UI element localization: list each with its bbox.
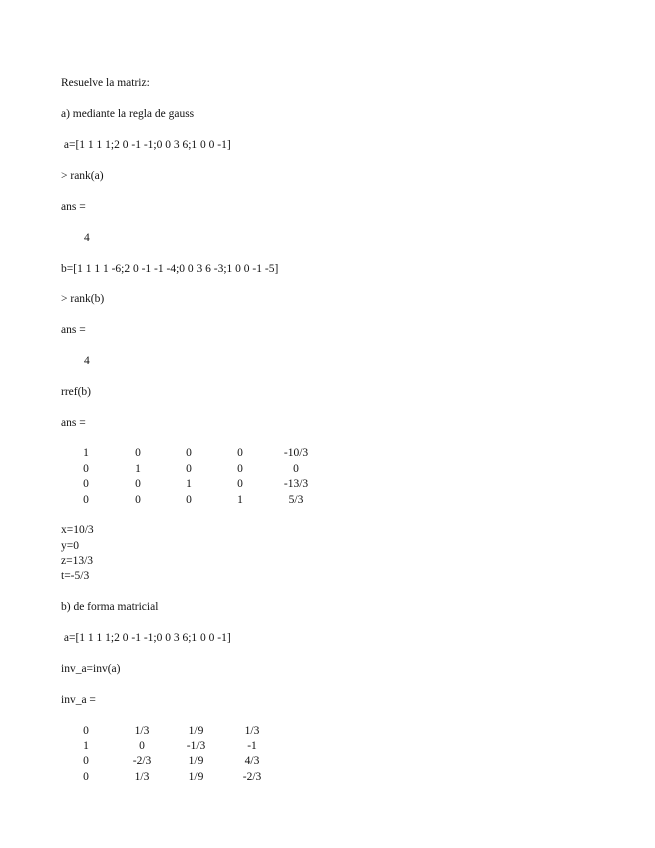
inverse-matrix-cell: 1/9	[188, 725, 204, 737]
rref-matrix-cell: 0	[135, 493, 141, 506]
rref-matrix-cell: 0	[237, 447, 243, 459]
inverse-matrix-cell: -2/3	[132, 755, 152, 768]
inverse-matrix-cell: -1	[247, 740, 257, 753]
rref-matrix-cell: 0	[293, 462, 299, 475]
rref-matrix-cell: 1	[135, 462, 141, 475]
rref-matrix-cell: 1	[186, 478, 192, 490]
inverse-matrix-cell: -1/3	[186, 740, 206, 753]
inverse-matrix-cell: 1/3	[244, 725, 260, 737]
inverse-matrix-cell: 0	[83, 725, 89, 737]
rref-matrix-cell: 1	[83, 447, 89, 459]
rank-b-command: > rank(b)	[61, 293, 105, 305]
rref-command: rref(b)	[61, 386, 92, 398]
rref-matrix-cell: 0	[186, 462, 192, 475]
title-line: Resuelve la matriz:	[61, 77, 150, 89]
matrix-a-definition: a=[1 1 1 1;2 0 -1 -1;0 0 3 6;1 0 0 -1]	[61, 139, 231, 151]
rref-matrix-cell: -13/3	[283, 478, 309, 490]
inverse-matrix-cell: 0	[139, 740, 145, 753]
solution-x: x=10/3	[61, 524, 94, 536]
rref-matrix-cell: 0	[186, 493, 192, 506]
inverse-label: inv_a =	[61, 694, 96, 706]
inverse-matrix-cell: 1/3	[134, 770, 150, 783]
rref-matrix-cell: 1	[237, 493, 243, 506]
ans-value-2: 4	[84, 355, 90, 367]
ans-label-2: ans =	[61, 324, 86, 336]
rank-a-command: > rank(a)	[61, 170, 104, 182]
rref-matrix-cell: 0	[83, 478, 89, 490]
inverse-command: inv_a=inv(a)	[61, 663, 121, 675]
ans-label-3: ans =	[61, 417, 86, 429]
inverse-matrix-cell: 4/3	[244, 755, 260, 768]
rref-matrix-cell: 0	[135, 447, 141, 459]
ans-label-1: ans =	[61, 201, 86, 213]
ans-value-1: 4	[84, 232, 90, 244]
inverse-matrix-cell: 1/9	[188, 755, 204, 768]
section-a-heading: a) mediante la regla de gauss	[61, 108, 195, 120]
inverse-matrix-cell: 1/3	[134, 725, 150, 737]
solution-y: y=0	[61, 540, 79, 552]
rref-matrix-cell: -10/3	[283, 447, 309, 459]
rref-matrix-cell: 0	[135, 478, 141, 490]
rref-matrix-cell: 0	[186, 447, 192, 459]
rref-matrix-cell: 0	[237, 478, 243, 490]
inverse-matrix-cell: 1/9	[188, 770, 204, 783]
rref-matrix-cell: 0	[83, 493, 89, 506]
section-b-heading: b) de forma matricial	[61, 601, 159, 613]
rref-matrix-cell: 0	[237, 462, 243, 475]
matrix-a-definition-2: a=[1 1 1 1;2 0 -1 -1;0 0 3 6;1 0 0 -1]	[61, 632, 231, 644]
rref-matrix-cell: 5/3	[288, 493, 304, 506]
solution-t: t=-5/3	[61, 570, 90, 582]
inverse-matrix-cell: 0	[83, 770, 89, 783]
inverse-matrix-cell: 0	[83, 755, 89, 768]
matrix-b-definition: b=[1 1 1 1 -6;2 0 -1 -1 -4;0 0 3 6 -3;1 0 0 -1 -5]	[61, 263, 279, 275]
inverse-matrix-cell: -2/3	[242, 770, 262, 783]
solution-z: z=13/3	[61, 555, 94, 567]
inverse-matrix-cell: 1	[83, 740, 89, 753]
rref-matrix-cell: 0	[83, 462, 89, 475]
